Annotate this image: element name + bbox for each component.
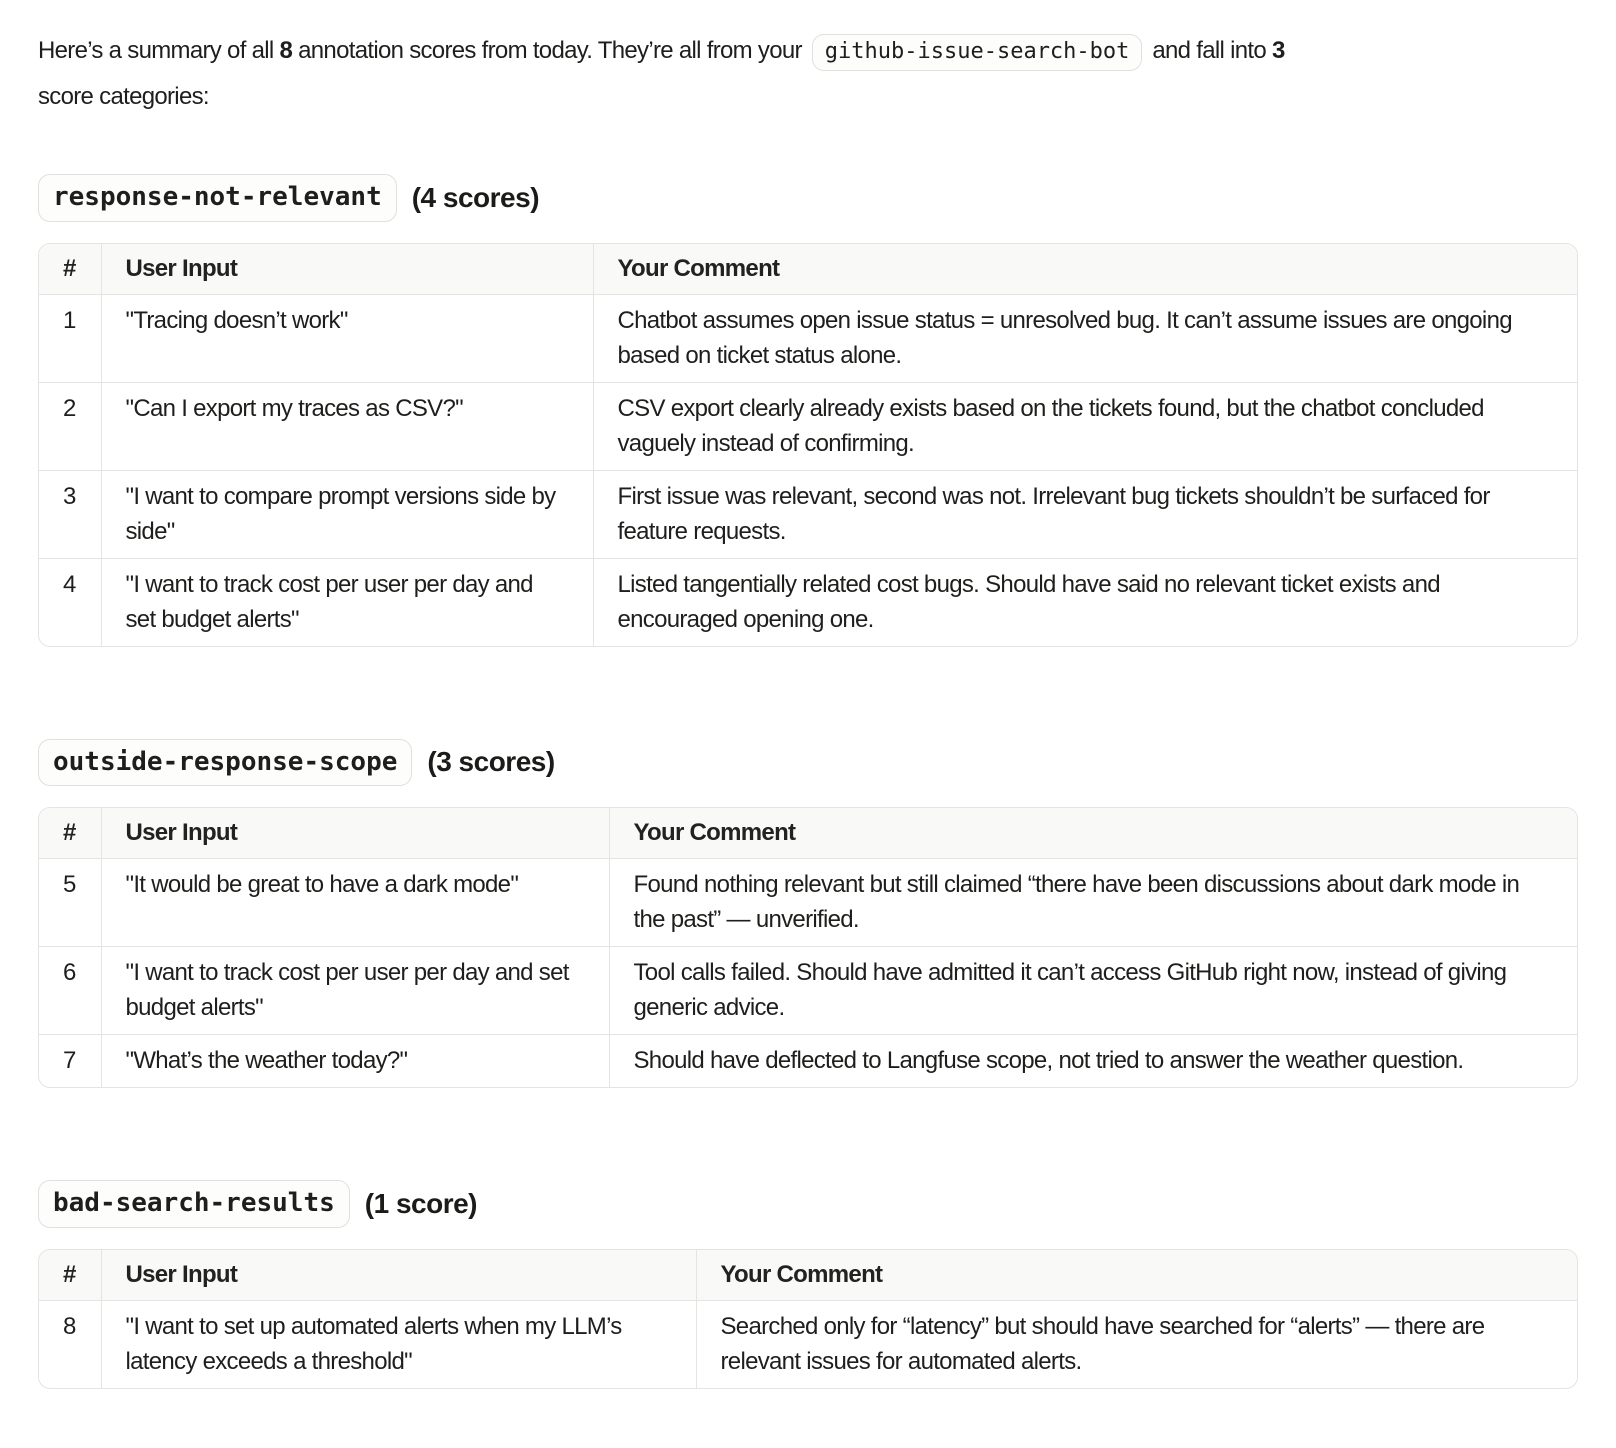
- comment-cell: Listed tangentially related cost bugs. Should have said no relevant ticket exists and encouraged opening one.: [593, 558, 1577, 646]
- comment-cell: Chatbot assumes open issue status = unresolved bug. It can’t assume issues are ongoing based on ticket status alone.: [593, 294, 1577, 382]
- user-input-cell: "It would be great to have a dark mode": [101, 859, 609, 947]
- score-category-section: [38, 174, 1578, 647]
- row-number-cell: 1: [39, 294, 101, 382]
- col-header-num: #: [39, 808, 101, 859]
- intro-text-part: Here’s a summary of all: [38, 37, 280, 64]
- user-input-cell: "What’s the weather today?": [101, 1035, 609, 1088]
- comment-cell: Tool calls failed. Should have admitted it can’t access GitHub right now, instead of giving generic advice.: [609, 947, 1577, 1035]
- table-row: [39, 1035, 1577, 1088]
- table-row: [39, 470, 1577, 558]
- score-count-label: (3 scores): [427, 746, 555, 778]
- table-header-row: [39, 1250, 1577, 1301]
- table-row: [39, 1300, 1577, 1388]
- row-number-cell: 7: [39, 1035, 101, 1088]
- score-category-section: [38, 739, 1578, 1089]
- intro-text-part: annotation scores from today. They’re all from your: [292, 37, 808, 64]
- category-chip: response-not-relevant: [38, 174, 397, 222]
- row-number-cell: 2: [39, 382, 101, 470]
- col-header-user-input: User Input: [101, 244, 593, 295]
- col-header-your-comment: Your Comment: [593, 244, 1577, 295]
- user-input-cell: "Can I export my traces as CSV?": [101, 382, 593, 470]
- project-code-chip: github-issue-search-bot: [812, 34, 1143, 71]
- annotations-table: [38, 243, 1578, 647]
- user-input-cell: "I want to track cost per user per day and set budget alerts": [101, 947, 609, 1035]
- col-header-your-comment: Your Comment: [696, 1250, 1577, 1301]
- total-scores-count: 8: [279, 37, 293, 64]
- comment-cell: Should have deflected to Langfuse scope, not tried to answer the weather question.: [609, 1035, 1577, 1088]
- intro-text-part: score categories:: [38, 83, 209, 110]
- score-count-label: (1 score): [364, 1187, 477, 1219]
- table-row: [39, 294, 1577, 382]
- comment-cell: First issue was relevant, second was not. Irrelevant bug tickets shouldn’t be surfaced for feature requests.: [593, 470, 1577, 558]
- col-header-user-input: User Input: [101, 808, 609, 859]
- row-number-cell: 3: [39, 470, 101, 558]
- user-input-cell: "Tracing doesn’t work": [101, 294, 593, 382]
- col-header-user-input: User Input: [101, 1250, 696, 1301]
- row-number-cell: 8: [39, 1300, 101, 1388]
- annotations-table: [38, 807, 1578, 1088]
- table-row: [39, 382, 1577, 470]
- user-input-cell: "I want to set up automated alerts when my LLM’s latency exceeds a threshold": [101, 1300, 696, 1388]
- category-count: 3: [1272, 37, 1285, 64]
- row-number-cell: 4: [39, 558, 101, 646]
- row-number-cell: 6: [39, 947, 101, 1035]
- user-input-cell: "I want to compare prompt versions side by side": [101, 470, 593, 558]
- comment-cell: Searched only for “latency” but should have searched for “alerts” — there are relevant issues for automated alerts.: [696, 1300, 1577, 1388]
- comment-cell: CSV export clearly already exists based on the tickets found, but the chatbot concluded vaguely instead of confirming.: [593, 382, 1577, 470]
- table-row: [39, 558, 1577, 646]
- user-input-cell: "I want to track cost per user per day and set budget alerts": [101, 558, 593, 646]
- annotations-table: [38, 1249, 1578, 1389]
- section-heading: [38, 1180, 1578, 1228]
- category-chip: outside-response-scope: [38, 739, 412, 787]
- intro-text-part: and fall into: [1146, 37, 1272, 64]
- table-header-row: [39, 808, 1577, 859]
- col-header-your-comment: Your Comment: [609, 808, 1577, 859]
- table-header-row: [39, 244, 1577, 295]
- category-chip: bad-search-results: [38, 1180, 350, 1228]
- row-number-cell: 5: [39, 859, 101, 947]
- intro-text: [38, 28, 1578, 120]
- section-heading: [38, 739, 1578, 787]
- section-heading: [38, 174, 1578, 222]
- col-header-num: #: [39, 244, 101, 295]
- table-row: [39, 947, 1577, 1035]
- col-header-num: #: [39, 1250, 101, 1301]
- score-category-section: [38, 1180, 1578, 1389]
- score-count-label: (4 scores): [411, 181, 540, 213]
- comment-cell: Found nothing relevant but still claimed “there have been discussions about dark mode in the past” — unverified.: [609, 859, 1577, 947]
- table-row: [39, 859, 1577, 947]
